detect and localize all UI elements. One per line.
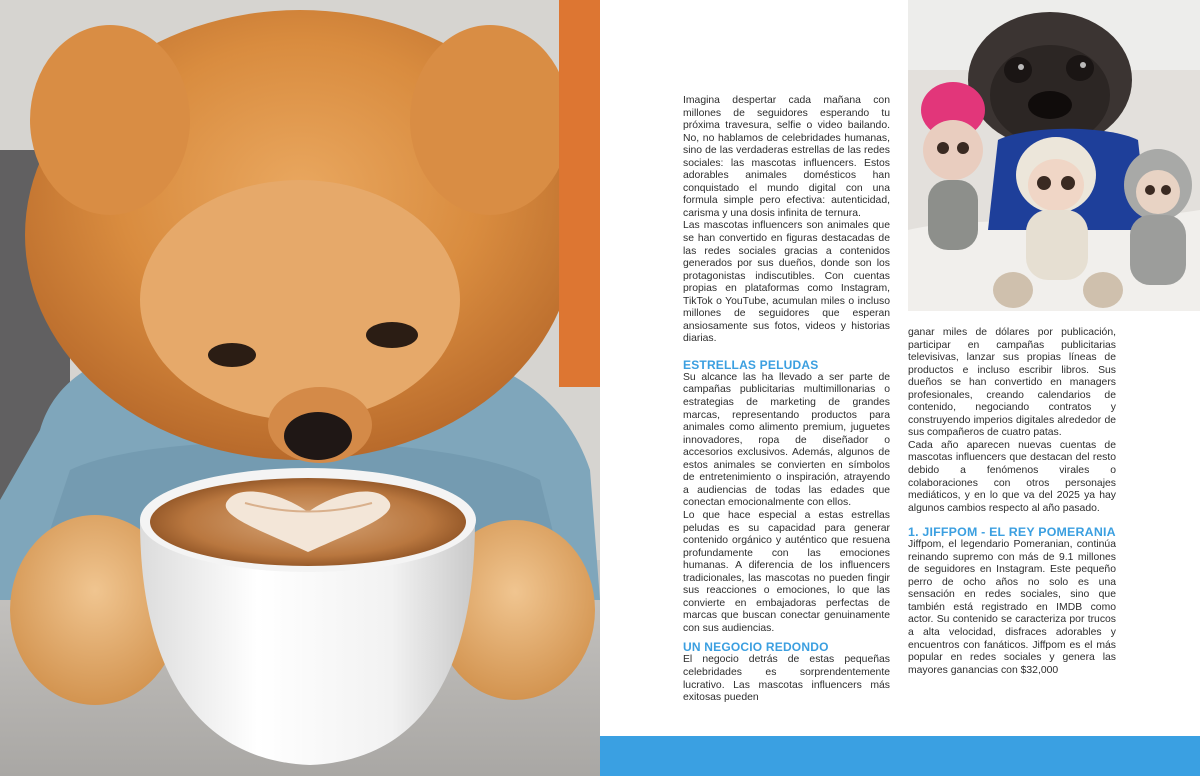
heading-estrellas-peludas: ESTRELLAS PELUDAS — [683, 357, 819, 372]
blue-footer-band — [600, 736, 1200, 776]
negocio-paragraph-continued: ganar miles de dólares por publicación, participar en campañas publicitarias televisivas, lanzar sus propias líneas de productos e incluso escribir libros. Sus dueños se han convertido en managers profesionales, creando calendarios de contenido, negociando contratos y construyendo imperios digitales alrededor de sus compañeros de cuatro patas. — [908, 327, 1116, 439]
intro-paragraph-2: Las mascotas influencers son animales que se han convertido en figuras destacadas de las redes sociales gracias a contenidos generados por sus dueños, donde son los protagonistas indiscutibles. Con cuentas propias en plataformas como Instagram, TikTok o YouTube, acumulan miles o incluso millones de seguidores que esperan ansiosamente sus fotos, videos y historias diarias. — [683, 220, 890, 345]
article-column-1 — [683, 95, 890, 705]
jiffpom-paragraph-1: Jiffpom, el legendario Pomeranian, continúa reinando supremo con más de 9.1 millones de seguidores en Instagram. Este pequeño perro de ocho años no solo es una sensación en redes sociales, sino que también está registrado en IMDB como actor. Su contenido se caracteriza por trucos a alta velocidad, disfraces adorables y encuentros con fanáticos. Jiffpom es el más popular en redes sociales y genera las mayores ganancias con $32,000 — [908, 539, 1116, 676]
orange-accent-bar — [559, 0, 600, 387]
heading-negocio-redondo: UN NEGOCIO REDONDO — [683, 640, 829, 655]
estrellas-paragraph-2: Lo que hace especial a estas estrellas peludas es su capacidad para generar contenido orgánico y auténtico que resuena profundamente con las emociones humanas. A diferencia de los influencers tradicionales, las mascotas no pueden fingir sus reacciones o emociones, lo que las convierte en embajadoras perfectas de marcas que buscan conectar genuinamente con sus audiencias. — [683, 509, 890, 634]
estrellas-paragraph-1: Su alcance las ha llevado a ser parte de campañas publicitarias multimillonarias o estrategias de marketing de grandes marcas, representando productos para animales como alimento premium, juguetes innovadores, ropa de diseñador o accesorios exclusivos. Además, algunos de estos animales se convierten en símbolos de entretenimiento o inspiración, atrayendo a audiencias de todas las edades que conectan emocionalmente con ellos. — [683, 371, 890, 509]
heading-jiffpom: 1. JIFFPOM - EL REY POMERANIA — [908, 525, 1116, 540]
pug-illustration — [908, 0, 1200, 311]
intro-paragraph-1: Imagina despertar cada mañana con millones de seguidores esperando tu próxima travesura, selfie o video bailando. No, no hablamos de celebridades humanas, sino de las verdaderas estrellas de las redes sociales: las mascotas influencers. Estos adorables animales domésticos han conquistado el mundo digital con una formula simple pero efectiva: autenticidad, carisma y una dosis infinita de ternura. — [683, 95, 890, 219]
negocio-paragraph-2: Cada año aparecen nuevas cuentas de mascotas influencers que destacan del resto debido a fenómenos virales o colaboraciones con otros personajes mediáticos, y en lo que va del 2025 ya hay algunos cambios respecto al año pasado. — [908, 439, 1116, 514]
pug-plush-photo — [908, 0, 1200, 311]
negocio-paragraph-1: El negocio detrás de estas pequeñas celebridades es sorprendentemente lucrativo. Las mascotas influencers más exitosas pueden — [683, 654, 890, 704]
article-column-2 — [908, 327, 1116, 677]
